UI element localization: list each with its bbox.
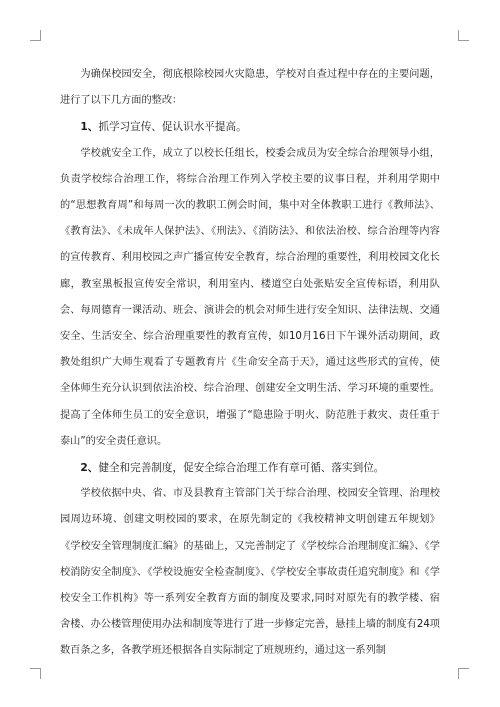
document-body xyxy=(60,62,440,665)
section-1-title: 抓学习宣传、促认识水平提高。 xyxy=(98,121,247,134)
section-2-number: 2、 xyxy=(80,462,99,475)
intro-paragraph: 为确保校园安全，彻底根除校园火灾隐患，学校对自查过程中存在的主要问题，进行了以下几方面的整改： xyxy=(60,69,440,107)
crop-mark-bottom-left xyxy=(30,668,41,679)
section-2-heading xyxy=(60,455,440,481)
section-1-paragraph: 学校就安全工作，成立了以校长任组长，校委会成员为安全综合治理领导小组，负责学校综合治理工作，将综合治理工作列入学校主要的议事日程，并利用学期中的“思想教育周”和每周一次的教职工例会时间，集中对全体教职工进行《教师法》、《教育法》、《未成年人保护法》、《刑法》、《消防法》、和依法治校、综合治理等内容的宣传教育、利用校园之声广播宣传安全教育，综合治理的重要性，利用校园文化长廊，教室黑板报宣传安全常识，利用室内、楼道空白处张贴安全宣传标语，利用队会、每周德育一课活动、班会、演讲会的机会对师生进行安全知识、法律法规、交通安全、生活安全、综合治理重要性的教育宣传，如10月16日下午课外活动期间，政教处组织广大师生观看了专题教育片《生命安全高于天》，通过这些形式的宣传，使全体师生充分认识到依法治校、综合治理、创建安全文明生活、学习环境的重要性。提高了全体师生员工的安全意识，增强了“隐患险于明火、防范胜于救灾、责任重于泰山”的安全责任意识。 xyxy=(60,147,440,447)
crop-mark-top-right xyxy=(458,30,469,41)
section-2-paragraph: 学校依据中央、省、市及县教育主管部门关于综合治理、校园安全管理、治理校园周边环境、创建文明校园的要求，在原先制定的《我校精神文明创建五年规划》《学校安全管理制度汇编》的基础上，又完善制定了《学校综合治理制度汇编》、《学校消防安全制度》、《学校设施安全检查制度》、《学校安全事故责任追究制度》和《学校安全工作机构》等一系列安全教育方面的制度及要求,同时对原先有的教学楼、宿舍楼、办公楼管理使用办法和制度等进行了进一步修定完善，悬挂上墙的制度有24项数百条之多，各教学班还根据各自实际制定了班规班约，通过这一系列制 xyxy=(60,488,440,657)
section-1-heading xyxy=(60,114,440,140)
crop-mark-top-left xyxy=(30,30,41,41)
crop-mark-bottom-right xyxy=(458,668,469,679)
section-1-number: 1、 xyxy=(80,121,99,134)
section-2-title: 健全和完善制度，促安全综合治理工作有章可循、落实到位。 xyxy=(98,462,385,475)
